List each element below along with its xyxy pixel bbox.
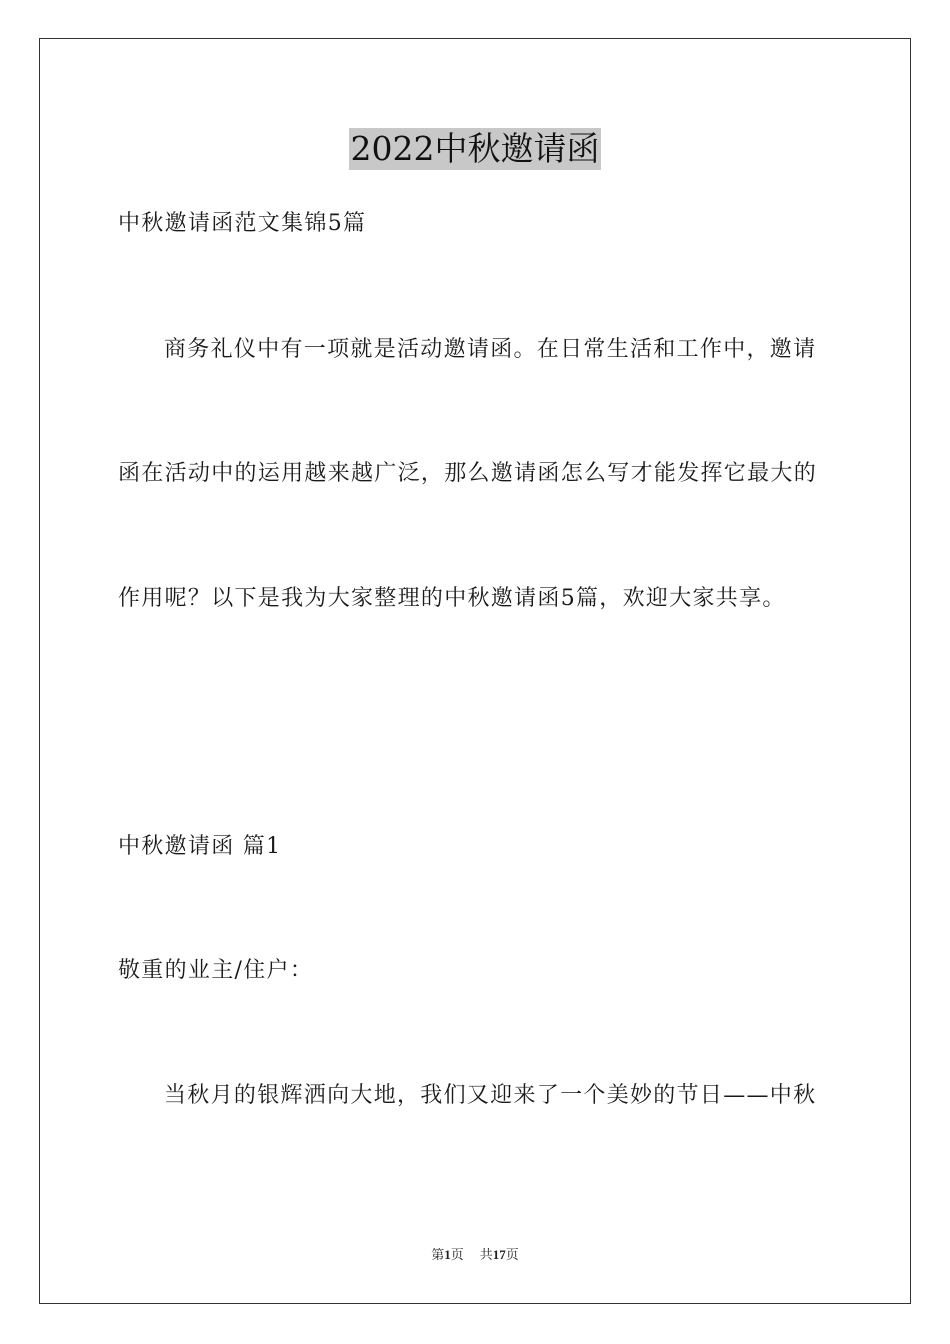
intro-line-1: 商务礼仪中有一项就是活动邀请函。在日常生活和工作中，邀请 [164, 337, 817, 362]
intro-line-2: 函在活动中的运用越来越广泛，那么邀请函怎么写才能发挥它最大的 [118, 461, 818, 486]
title-container [0, 128, 950, 170]
footer-total-suffix: 页 [505, 1247, 519, 1262]
footer-total-pages: 17 [492, 1247, 506, 1262]
footer-page-number: 1 [444, 1247, 451, 1262]
salutation: 敬重的业主/住户： [118, 958, 314, 983]
footer-total-prefix: 共 [479, 1247, 493, 1262]
footer-page-suffix: 页 [450, 1247, 464, 1262]
intro-line-3: 作用呢？以下是我为大家整理的中秋邀请函5篇，欢迎大家共享。 [118, 586, 786, 611]
document-title: 2022中秋邀请函 [350, 129, 600, 168]
document-subtitle: 中秋邀请函范文集锦5篇 [118, 211, 367, 236]
body-line-1: 当秋月的银辉洒向大地，我们又迎来了一个美妙的节日——中秋 [164, 1083, 817, 1108]
footer-page-prefix: 第 [431, 1247, 445, 1262]
page-footer [0, 1246, 950, 1264]
section-heading: 中秋邀请函 篇1 [118, 834, 282, 859]
